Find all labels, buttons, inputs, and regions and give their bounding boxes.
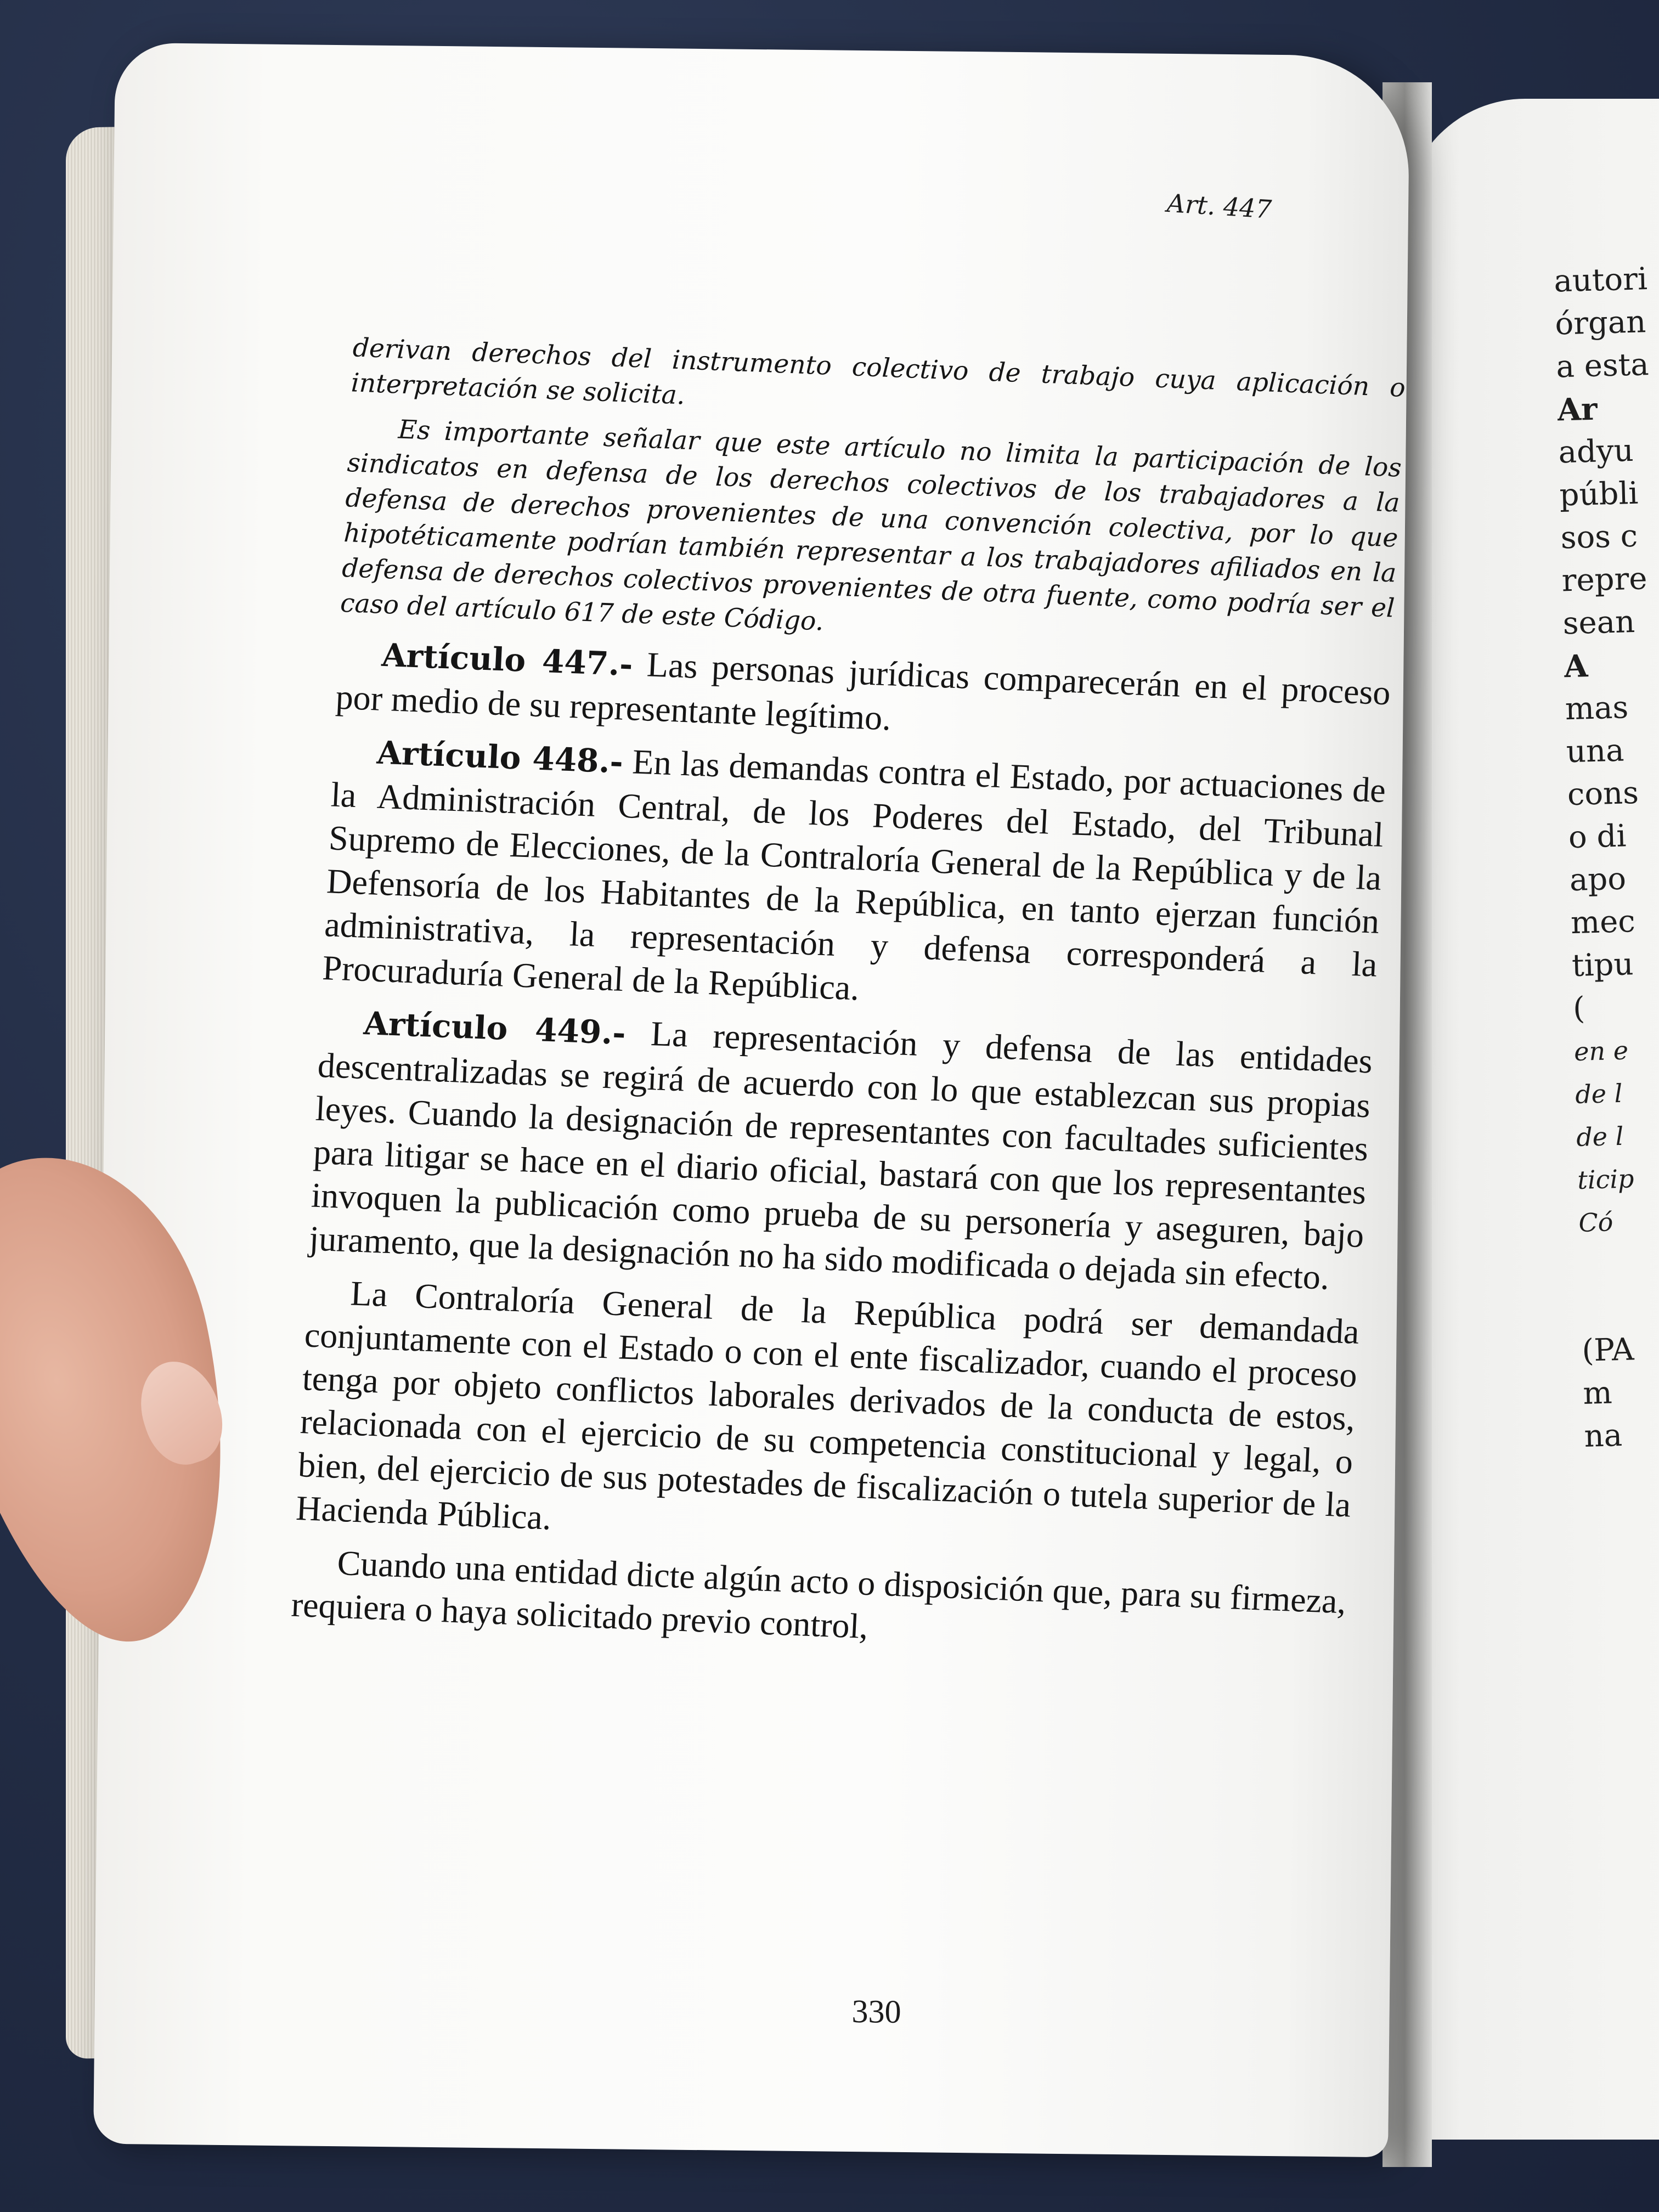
- facing-line: Ar: [1556, 391, 1598, 428]
- facing-line: o di: [1568, 818, 1627, 856]
- facing-line: [1579, 1240, 1659, 1287]
- facing-line: ticip: [1577, 1164, 1635, 1195]
- facing-line: autori: [1553, 261, 1648, 300]
- commentary-paragraph: Es importante señalar que este artículo no limita la participación de los sindicatos en defensa de los derechos colectivos de los trabajadores a la defensa de derechos provenientes de una convención colectiva, por lo que hipotéticamente podrían también representar a los trabajadores afiliados en la defensa de derechos colectivos provenientes de otra fuente, como podría ser el caso del artículo 617 de este Código.: [340, 414, 1402, 637]
- facing-line: na: [1583, 1418, 1623, 1454]
- body-paragraph: La Contraloría General de la República podrá ser demandada conjuntamente con el Estado o con el ente fiscalizador, cuando el proceso tenga por objeto conflictos laborales derivados de la conducta de estos, relacionada con el ejercicio de su competencia constitucional y legal, o bien, del ejercicio de sus potestades de fiscalización o tutela superior de la Hacienda Pública.: [295, 1273, 1361, 1537]
- facing-line: sean: [1562, 603, 1635, 642]
- article-text: Las personas jurídicas comparecerán en el proceso por medio de su representante legítimo.: [335, 645, 1392, 738]
- facing-line: mas: [1565, 690, 1629, 727]
- commentary-paragraph: derivan derechos del instrumento colectivo de trabajo cuya aplicación o interpretación se solicita.: [350, 332, 1407, 411]
- article-label: Artículo 449.-: [363, 1005, 627, 1052]
- facing-line: (PA: [1581, 1331, 1635, 1369]
- facing-line: una: [1566, 732, 1625, 770]
- article-label: Artículo 447.-: [381, 636, 634, 684]
- facing-page: [1404, 99, 1659, 2140]
- article-448: [321, 729, 1387, 1030]
- facing-line: sos c: [1560, 518, 1638, 556]
- article-449: [308, 999, 1374, 1300]
- facing-line: tipu: [1571, 946, 1634, 984]
- article-text: En las demandas contra el Estado, por actuaciones de la Administración Central, de los Poderes del Estado, del Tribunal Supremo de Elecciones, de la Contraloría General de la República y de la Defensoría de los Habitantes de la República, en tanto ejerzan función administrativa, la representación y defensa corresponderá a la Procuraduría General de la República.: [321, 742, 1387, 1008]
- page-number: 330: [851, 1993, 901, 2030]
- facing-line: apo: [1569, 861, 1627, 899]
- book-page: [93, 43, 1410, 2158]
- facing-line: públi: [1559, 475, 1639, 514]
- body-paragraph: Cuando una entidad dicte algún acto o disposición que, para su firmeza, requiera o haya solicitado previo control,: [290, 1543, 1347, 1646]
- facing-line: de l: [1576, 1121, 1624, 1153]
- facing-line: cons: [1567, 775, 1639, 813]
- facing-page-text: [1553, 256, 1659, 1458]
- facing-line: (: [1572, 990, 1585, 1027]
- facing-line: a esta: [1555, 347, 1650, 385]
- article-text: La representación y defensa de las entidades descentralizadas se regirá de acuerdo con lo que establezcan sus propias leyes. Cuando la designación de representantes con facultades suficientes para litigar se hace en el diario oficial, bastará con que los representantes invoquen la publicación como prueba de su personería y aseguren, bajo juramento, que la designación no ha sido modificada o dejada sin efecto.: [308, 1014, 1374, 1297]
- facing-line: mec: [1570, 904, 1636, 941]
- facing-line: en e: [1573, 1035, 1629, 1067]
- facing-line: Có: [1578, 1207, 1613, 1238]
- facing-line: de l: [1575, 1078, 1623, 1110]
- facing-line: repre: [1561, 561, 1648, 599]
- article-label: Artículo 448.-: [376, 733, 624, 781]
- facing-line: adyu: [1558, 432, 1634, 471]
- facing-line: A: [1564, 648, 1589, 685]
- page-text-block: [290, 330, 1406, 1676]
- facing-line: [1580, 1283, 1659, 1330]
- facing-line: órgan: [1554, 304, 1647, 342]
- facing-line: m: [1582, 1375, 1613, 1412]
- running-head: Art. 447: [1166, 188, 1273, 224]
